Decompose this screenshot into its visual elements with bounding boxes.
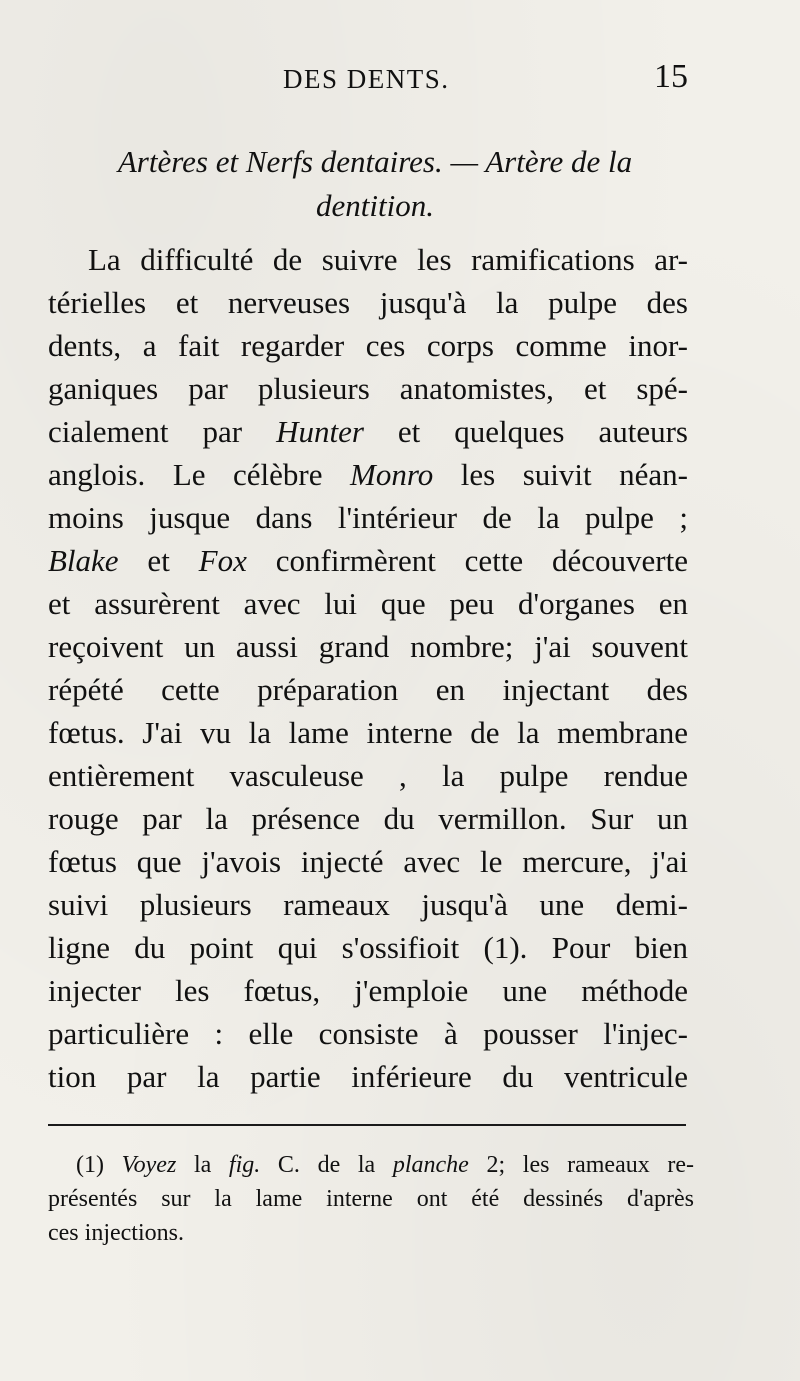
text-line: injecter les fœtus, j'emploie une méthode: [48, 973, 688, 1008]
text-line: fœtus. J'ai vu la lame interne de la membrane: [48, 715, 688, 750]
text-line: moins jusque dans l'intérieur de la pulpe ;: [48, 500, 688, 535]
footnote-line: (1) Voyez la fig. C. de la planche 2; les rameaux re-: [76, 1152, 695, 1178]
text-line: entièrement vasculeuse , la pulpe rendue: [48, 758, 688, 793]
text-line: dents, a fait regarder ces corps comme inor-: [48, 328, 688, 363]
section-title-line-1: Artères et Nerfs dentaires. — Artère de la: [117, 144, 633, 179]
footnote: [48, 1148, 694, 1250]
page-header: [0, 58, 800, 104]
text-line: Blake et Fox confirmèrent cette découverte: [48, 543, 689, 578]
text-line: La difficulté de suivre les ramifications ar-: [88, 242, 688, 277]
text-line: et assurèrent avec lui que peu d'organes en: [48, 586, 688, 621]
text-line: particulière : elle consiste à pousser l'injec-: [48, 1016, 688, 1051]
text-line: térielles et nerveuses jusqu'à la pulpe des: [48, 285, 688, 320]
page-number: 15: [654, 58, 688, 95]
text-line: ligne du point qui s'ossifioit (1). Pour bien: [48, 930, 688, 965]
text-line: tion par la partie inférieure du ventricule: [48, 1059, 688, 1094]
text-line: reçoivent un aussi grand nombre; j'ai souvent: [48, 629, 688, 664]
footnote-line: ces injections.: [48, 1220, 184, 1246]
section-title-line-2: dentition.: [316, 188, 434, 223]
footnote-line: présentés sur la lame interne ont été dessinés d'après: [48, 1186, 694, 1212]
running-head: DES DENTS.: [283, 64, 450, 94]
text-line: anglois. Le célèbre Monro les suivit néan-: [48, 457, 688, 492]
body-paragraph: [48, 238, 688, 1098]
text-line: cialement par Hunter et quelques auteurs: [48, 414, 688, 449]
text-line: répété cette préparation en injectant des: [48, 672, 688, 707]
footnote-rule: [48, 1124, 686, 1126]
text-line: suivi plusieurs rameaux jusqu'à une demi-: [48, 887, 688, 922]
text-line: ganiques par plusieurs anatomistes, et spé-: [48, 371, 688, 406]
section-title: [48, 140, 702, 228]
text-line: rouge par la présence du vermillon. Sur un: [48, 801, 688, 836]
text-line: fœtus que j'avois injecté avec le mercure, j'ai: [48, 844, 688, 879]
